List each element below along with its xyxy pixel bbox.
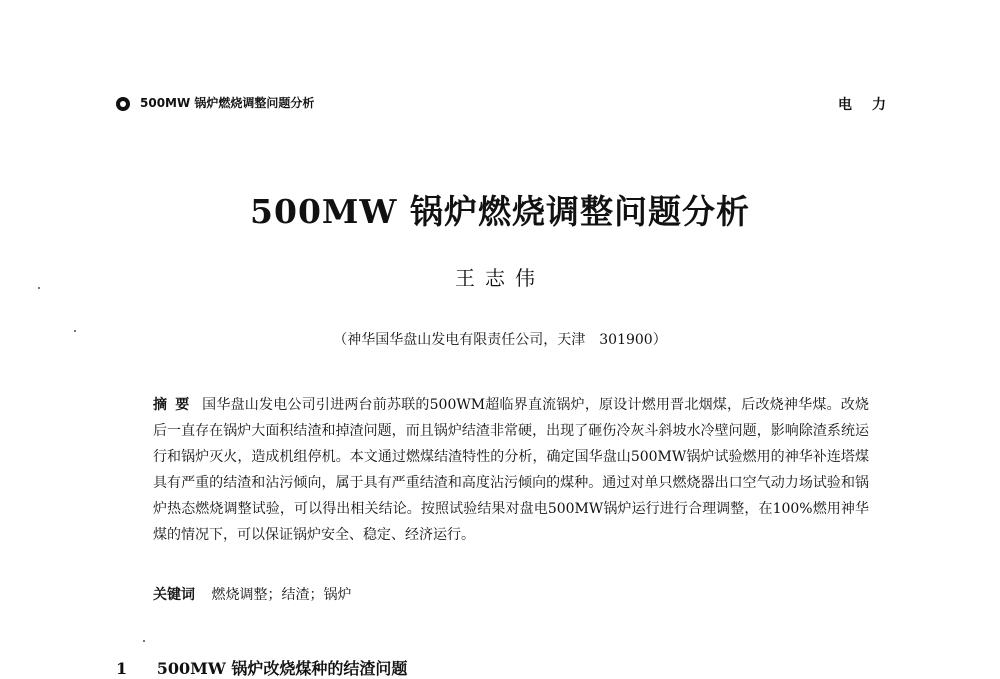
section-heading (116, 656, 407, 679)
scan-speck (74, 330, 76, 332)
scan-speck (143, 640, 145, 642)
paper-title: 500MW 锅炉燃烧调整问题分析 (250, 192, 750, 231)
keywords-text: 燃烧调整；结渣；锅炉 (211, 587, 352, 603)
running-header (116, 94, 906, 116)
abstract (153, 392, 869, 548)
keywords-label: 关键词 (153, 587, 195, 603)
keywords (153, 582, 869, 608)
section-title: 500MW 锅炉改烧煤种的结渣问题 (156, 659, 408, 678)
journal-name: 电力 (838, 97, 906, 113)
running-header-title: 500MW 锅炉燃烧调整问题分析 (140, 96, 315, 110)
author-affiliation: （神华国华盘山发电有限责任公司，天津 301900） (333, 332, 667, 348)
abstract-text: 国华盘山发电公司引进两台前苏联的500WM超临界直流锅炉，原设计燃用晋北烟煤，后改烧神华煤。改烧后一直存在锅炉大面积结渣和掉渣问题，而且锅炉结渣非常硬，出现了砸伤冷灰斗斜坡水冷壁问题，影响除渣系统运行和锅炉灭火，造成机组停机。本文通过燃煤结渣特性的分析，确定国华盘山500MW锅炉试验燃用的神华补连塔煤具有严重的结渣和沾污倾向，属于具有严重结渣和高度沾污倾向的煤种。通过对单只燃烧器出口空气动力场试验和锅炉热态燃烧调整试验，可以得出相关结论。按照试验结果对盘电500MW锅炉运行进行合理调整，在100%燃用神华煤的情况下，可以保证锅炉安全、稳定、经济运行。 (153, 397, 870, 543)
scan-speck (38, 287, 40, 289)
bullet-icon (116, 97, 130, 111)
author-name: 王志伟 (455, 266, 545, 290)
section-number: 1 (116, 659, 128, 678)
abstract-label: 摘要 (153, 397, 198, 413)
